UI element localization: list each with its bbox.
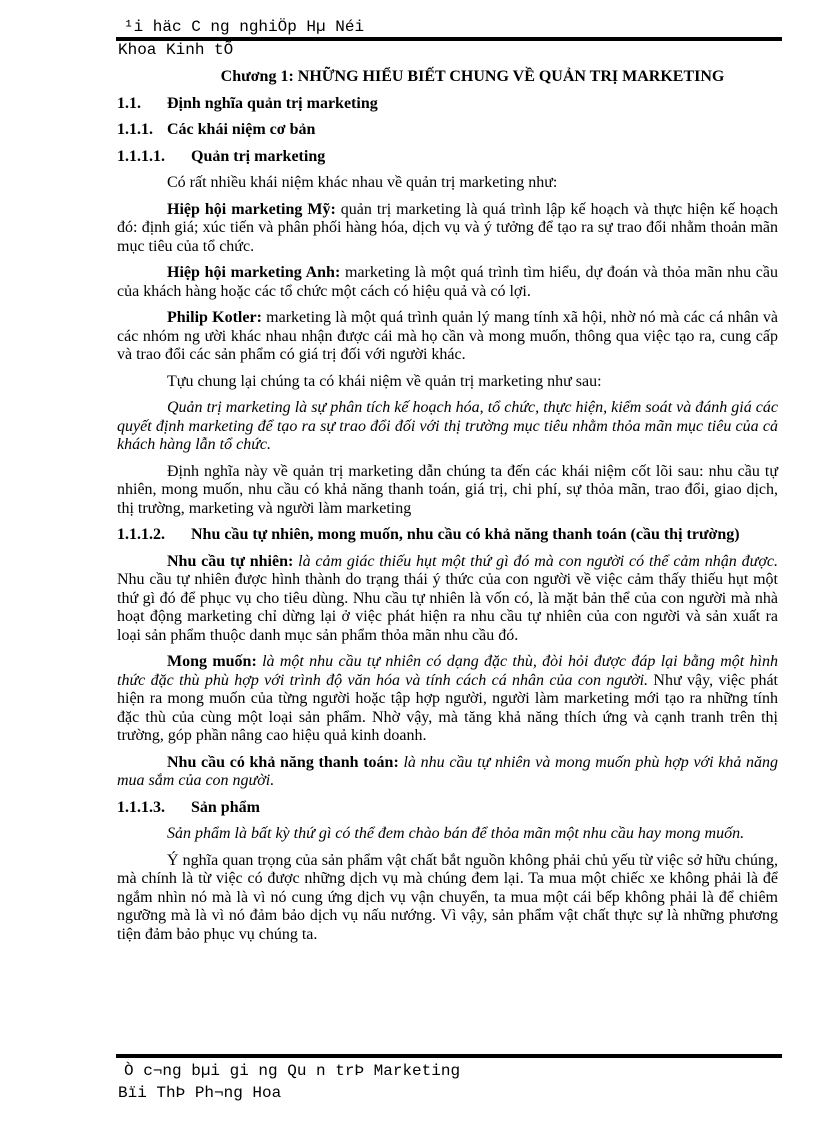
paragraph-intro: Có rất nhiều khái niệm khác nhau về quản trị marketing như:	[167, 174, 558, 191]
paragraph-want	[117, 653, 778, 746]
italic-text: là một nhu cầu tự nhiên có dạng đặc thù, đòi hỏi được đáp lại bằng một hình thức đặc thù phù hợp với trình độ văn hóa và tính cách cá nhân của con người.	[117, 653, 779, 689]
paragraph-summary: Tựu chung lại chúng ta có khái niệm về quản trị marketing như sau:	[167, 372, 602, 390]
paragraph-product-definition	[117, 825, 778, 844]
section-number: 1.1.	[117, 94, 141, 112]
section-number: 1.1.1.2.	[117, 526, 165, 543]
section-heading	[117, 148, 778, 167]
section-number: 1.1.1.1.	[117, 147, 165, 165]
footer-author: Bïi ThÞ Ph¬ng Hoa	[118, 1084, 282, 1102]
paragraph-text: marketing là một quá trình quản lý mang tính xã hội, nhờ nó mà các cá nhân và các nhóm ng ười khác nhau nhận được cái mà họ cần và mong muốn, thông qua việc tạo ra, cung cấp và trao đổi các sản phẩm có giá trị đối với người khác.	[117, 309, 779, 363]
paragraph-text: quản trị marketing là quá trình lập kế hoạch và thực hiện kế hoạch đó: định giá; xúc tiến và phân phối hàng hóa, dịch vụ và ý tưởng để tạo ra sự trao đổi nhằm thoản mãn mục tiêu của tổ chức.	[117, 200, 779, 255]
paragraph-text: Nhu cầu tự nhiên được hình thành do trạng thái ý thức của con người về việc cảm thấy thiếu hụt một thứ gì đó để phục vụ cho tiêu dùng. Nhu cầu tự nhiên là vốn có, là mặt bản thể của con người mà nhà hoạt động marketing chỉ dừng lại ở việc phát hiện ra nhu cầu tự nhiên của con người và sản xuất ra loại sản phẩm thuộc danh mục sản phẩm thỏa mãn nhu cầu đó.	[117, 571, 778, 644]
page-body	[117, 68, 778, 952]
lead-term: Mong muốn:	[167, 653, 257, 670]
section-title: Các khái niệm cơ bản	[167, 121, 316, 138]
section-title: Định nghĩa quản trị marketing	[167, 94, 378, 112]
header-faculty: Khoa Kinh tÕ	[118, 41, 234, 59]
italic-text: là nhu cầu tự nhiên và mong muốn phù hợp với khả năng mua sắm của con người.	[117, 753, 779, 789]
section-number: 1.1.1.3.	[117, 798, 165, 816]
paragraph-uk-definition	[117, 264, 778, 301]
paragraph-definition	[117, 399, 778, 455]
italic-text: Quản trị marketing là sự phân tích kế hoạch hóa, tổ chức, thực hiện, kiểm soát và đánh giá các quyết định marketing để tạo ra sự trao đổi đối với thị trường mục tiêu nhằm thỏa mãn mục tiêu của cả khách hàng lẫn tổ chức.	[117, 399, 778, 453]
lead-term: Hiệp hội marketing Anh:	[167, 264, 341, 281]
paragraph-kotler-definition	[117, 309, 778, 365]
paragraph-demand	[117, 754, 778, 791]
paragraph-us-definition	[117, 201, 778, 257]
header-school: ¹i häc C ng nghiÖp Hµ Néi	[124, 18, 365, 36]
lead-term: Hiệp hội marketing Mỹ:	[167, 200, 336, 218]
section-title: Quản trị marketing	[191, 147, 326, 165]
section-title: Sản phẩm	[191, 798, 260, 816]
paragraph-concepts: Định nghĩa này về quản trị marketing dẫn chúng ta đến các khái niệm cốt lõi sau: nhu cầu tự nhiên, mong muốn, nhu cầu có khả năng thanh toán, giá trị, chi phí, sự thỏa mãn, trao đổi, giao dịch, thị trường, marketing và người làm marketing	[117, 462, 778, 517]
paragraph-product-meaning: Ý nghĩa quan trọng của sản phẩm vật chất bắt nguồn không phải chủ yếu từ việc sở hữu chúng, mà chính là từ việc có được những dịch vụ mà chúng đem lại. Ta mua một chiếc xe không phải là để ngắm nhìn nó mà là vì nó cung ứng dịch vụ vận chuyển, ta mua một cái bếp không phải là để chiêm ngưỡng mà là vì nó đảm bảo dịch vụ nấu nướng. Vì vậy, sản phẩm vật chất thực sự là những phương tiện đảm bảo phục vụ chúng ta.	[117, 851, 778, 943]
lead-term: Nhu cầu tự nhiên:	[167, 552, 294, 570]
footer-course: Ò c¬ng bµi gi ng Qu n trÞ Marketing	[124, 1062, 461, 1080]
paragraph-text: Như vậy, việc phát hiện ra mong muốn của từng người hoặc tập hợp người, người làm marketing mới tạo ra những tính đặc thù của cùng một loại sản phẩm. Nhờ vậy, mà tăng khả năng thích ứng và cạnh tranh trên thị trường, góp phần nâng cao hiệu quả kinh doanh.	[117, 671, 779, 744]
paragraph-natural-need	[117, 553, 778, 646]
italic-text: là cảm giác thiếu hụt một thứ gì đó mà con người có thể cảm nhận được.	[293, 552, 778, 570]
section-number: 1.1.1.	[117, 121, 153, 138]
paragraph-text: marketing là một quá trình tìm hiểu, dự đoán và thỏa mãn nhu cầu của khách hàng hoặc các tổ chức một cách có hiệu quả và có lợi.	[117, 264, 778, 300]
footer-rule	[116, 1054, 782, 1058]
section-title: Nhu cầu tự nhiên, mong muốn, nhu cầu có khả năng thanh toán (cầu thị trường)	[191, 526, 740, 543]
lead-term: Nhu cầu có khả năng thanh toán:	[167, 753, 399, 771]
italic-text: Sản phẩm là bất kỳ thứ gì có thể đem chào bán để thỏa mãn một nhu cầu hay mong muốn.	[167, 825, 745, 842]
lead-term: Philip Kotler:	[167, 309, 262, 326]
section-heading	[117, 95, 778, 114]
section-heading	[117, 121, 778, 140]
section-heading	[117, 526, 778, 545]
section-heading	[117, 799, 778, 818]
chapter-title: Chương 1: NHỮNG HIỂU BIẾT CHUNG VỀ QUẢN TRỊ MARKETING	[220, 68, 725, 85]
